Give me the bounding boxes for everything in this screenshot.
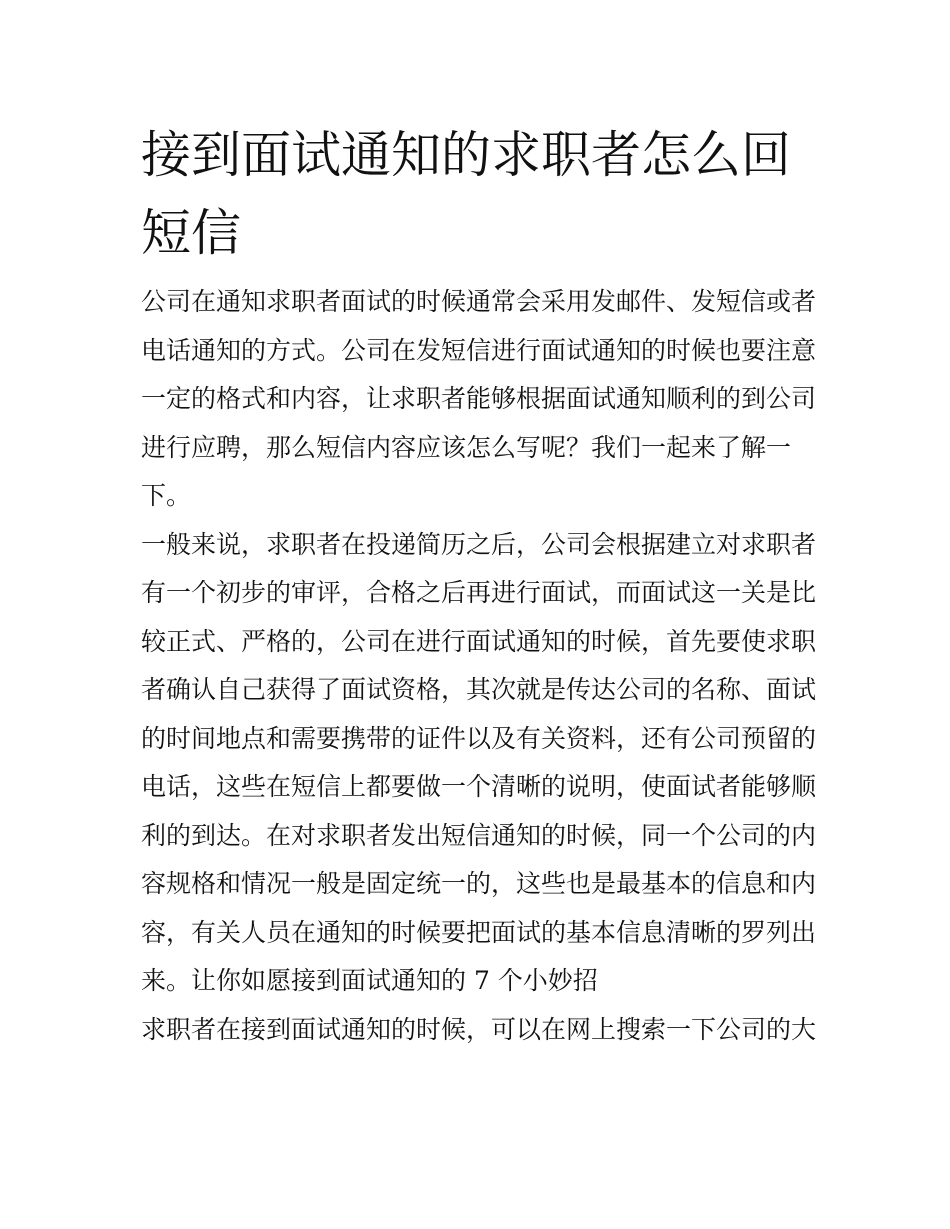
paragraph-intro: 公司在通知求职者面试的时候通常会采用发邮件、发短信或者电话通知的方式。公司在发短信进行面试通知的时候也要注意一定的格式和内容，让求职者能够根据面试通知顺利的到公司进行应聘，那么短信内容应该怎么写呢？我们一起来了解一下。 xyxy=(141,287,817,510)
document-body xyxy=(141,278,817,1054)
paragraph-tips: 求职者在接到面试通知的时候，可以在网上搜索一下公司的大 xyxy=(141,1014,817,1044)
paragraph-process: 一般来说，求职者在投递简历之后，公司会根据建立对求职者有一个初步的审评，合格之后再进行面试，而面试这一关是比较正式、严格的，公司在进行面试通知的时候，首先要使求职者确认自己获得了面试资格，其次就是传达公司的名称、面试的时间地点和需要携带的证件以及有关资料，还有公司预留的电话，这些在短信上都要做一个清晰的说明，使面试者能够顺利的到达。在对求职者发出短信通知的时候，同一个公司的内容规格和情况一般是固定统一的，这些也是最基本的信息和内容，有关人员在通知的时候要把面试的基本信息清晰的罗列出来。让你如愿接到面试通知的 7 个小妙招 xyxy=(141,529,817,995)
document-title: 接到面试通知的求职者怎么回短信 xyxy=(141,126,791,262)
